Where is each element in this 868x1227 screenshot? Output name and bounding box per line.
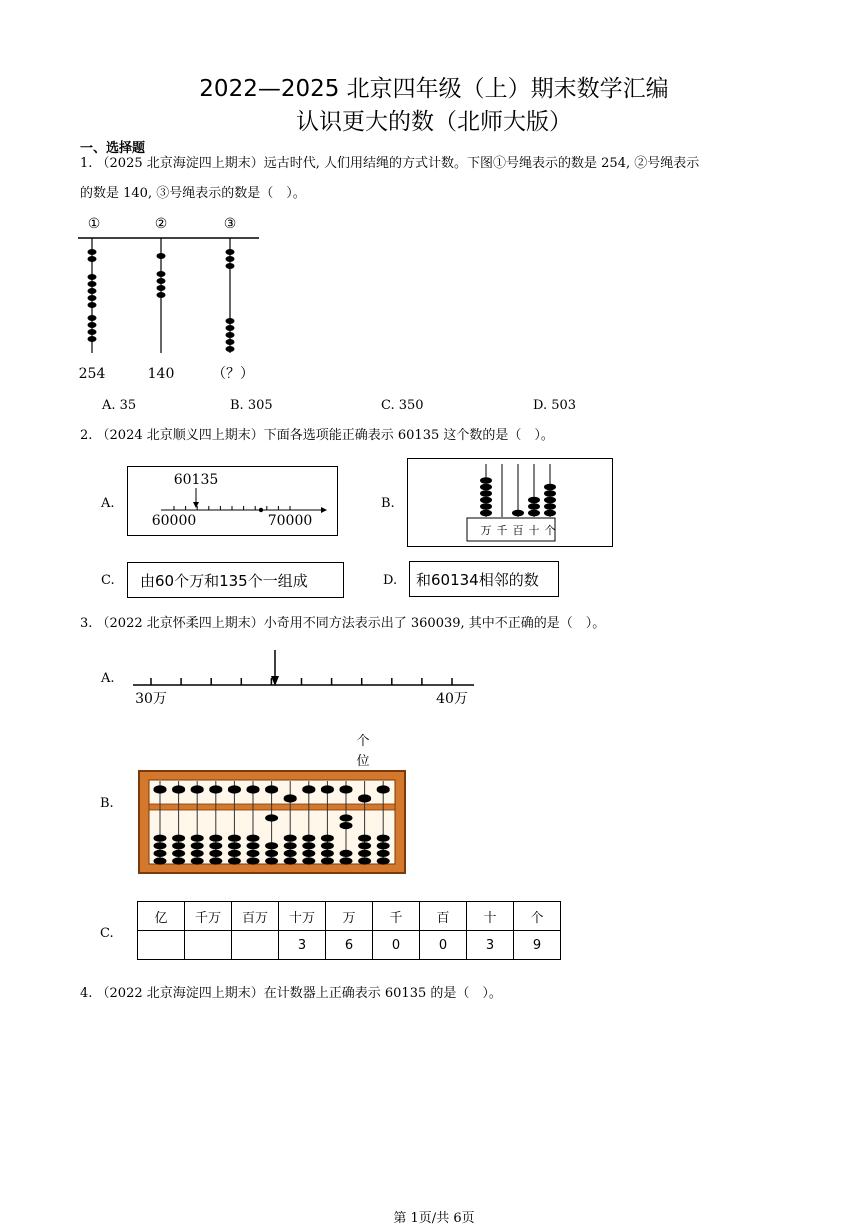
counter-bead [480,510,492,517]
knot [226,325,235,331]
abacus-bead [284,850,297,857]
q2-label-d[interactable]: D. [383,573,398,588]
q2-text: 2. （2024 北京顺义四上期末）下面各选项能正确表示 60135 这个数的是（ ）。 [80,428,554,443]
table-header-cell: 亿 [138,902,185,931]
abacus-bead [321,785,334,792]
title-line-2: 认识更大的数（北师大版） [296,109,572,135]
counter-place-label: 个 [544,524,556,537]
abacus-bead [302,835,315,842]
abacus-bead [209,850,222,857]
rope-label-2: ② [154,216,168,232]
abacus-bead [247,857,260,864]
q2-label-a[interactable]: A. [101,496,115,511]
abacus-bead [228,842,241,849]
q2-option-c-text: 由60个万和135个一组成 [140,572,308,590]
abacus-bead [228,857,241,864]
q2-counter [408,459,614,548]
knot [88,315,97,321]
knot [88,302,97,308]
q2-line-start: 60000 [151,513,197,529]
knot [157,271,166,277]
abacus-bead [154,835,167,842]
counter-bead [480,503,492,510]
abacus-bead [377,857,390,864]
q2-option-a-box[interactable] [127,466,338,536]
knot [157,285,166,291]
table-value-cell: 9 [514,931,561,960]
q3-label-b[interactable]: B. [100,796,114,811]
q3-abacus[interactable] [130,730,420,880]
knot [88,336,97,342]
abacus-bead [228,835,241,842]
knot [226,332,235,338]
abacus-bead [209,857,222,864]
table-header-cell: 千万 [185,902,232,931]
table-value-cell [138,931,185,960]
abacus-bead [377,785,390,792]
table-value-cell: 0 [420,931,467,960]
q1-line-2: 的数是 140, ③号绳表示的数是（ ）。 [80,186,306,201]
counter-bead [480,497,492,504]
knot [88,288,97,294]
section-heading: 一、选择题 [80,141,146,156]
abacus-bead [321,835,334,842]
abacus-bead [154,842,167,849]
table-header-cell: 十 [467,902,514,931]
counter-place-label: 万 [480,524,492,537]
abacus-bead [247,785,260,792]
counter-bead [480,477,492,484]
knot [226,249,235,255]
q3-label-c[interactable]: C. [100,926,114,941]
abacus-bead [265,850,278,857]
table-header-cell: 百 [420,902,467,931]
abacus-bead [191,857,204,864]
knot [226,346,235,352]
abacus-bead [247,842,260,849]
knot [226,256,235,262]
knot [88,281,97,287]
abacus-bead [340,814,353,821]
knot [88,256,97,262]
abacus-bead [302,850,315,857]
q1-line-1: 1. （2025 北京海淀四上期末）远古时代, 人们用结绳的方式计数。下图①号绳表示的数是 254, ②号绳表示 [80,156,700,171]
abacus-bead [154,857,167,864]
counter-bead [544,484,556,491]
knot [88,295,97,301]
counter-bead [544,497,556,504]
abacus-bead [265,857,278,864]
knot [157,278,166,284]
q2-option-b-box[interactable] [407,458,613,547]
place-value-table[interactable] [137,901,561,960]
abacus-bead [209,785,222,792]
abacus-bead [247,850,260,857]
abacus-bead [172,842,185,849]
table-value-cell: 6 [326,931,373,960]
abacus-bead [377,850,390,857]
q2-option-c-box[interactable] [127,562,344,598]
counter-bead [544,510,556,517]
abacus-bead [340,850,353,857]
abacus-bead [154,850,167,857]
knot [226,318,235,324]
abacus-bead [265,785,278,792]
abacus-bead [358,794,371,801]
q1-option-c[interactable]: C. 350 [381,398,424,413]
abacus-bead [172,857,185,864]
q3-label-a[interactable]: A. [101,671,115,686]
abacus-bead [321,842,334,849]
knot [157,253,166,259]
abacus-bead [191,785,204,792]
abacus-bead [302,857,315,864]
q1-option-d[interactable]: D. 503 [533,398,577,413]
abacus-bead [209,835,222,842]
abacus-bead [154,785,167,792]
q3-line-start: 30万 [135,691,167,707]
q2-number-line [128,467,339,537]
q2-option-d-text: 和60134相邻的数 [416,571,539,589]
table-header-cell: 百万 [232,902,279,931]
table-value-cell: 0 [373,931,420,960]
abacus-bead [284,857,297,864]
abacus-bead [172,785,185,792]
abacus-bead [284,794,297,801]
table-value-cell [232,931,279,960]
counter-place-label: 百 [512,524,524,537]
knot [157,292,166,298]
abacus-bead [358,857,371,864]
abacus-bead [358,835,371,842]
page-footer: 第 1页/共 6页 [393,1211,475,1226]
knot [88,274,97,280]
rope-label-1: ① [87,216,101,232]
title-line-1: 2022—2025 北京四年级（上）期末数学汇编 [199,76,669,102]
abacus-bead [302,785,315,792]
q2-arrow-label: 60135 [173,472,219,488]
knot [88,249,97,255]
q2-label-b[interactable]: B. [381,496,395,511]
q3-number-line[interactable] [130,648,480,710]
q4-text: 4. （2022 北京海淀四上期末）在计数器上正确表示 60135 的是（ ）。 [80,986,502,1001]
abacus-bead [358,842,371,849]
abacus-bead [321,850,334,857]
knot [88,322,97,328]
abacus-bead [172,850,185,857]
abacus-bead [228,850,241,857]
counter-bead [480,490,492,497]
counter-bead [480,484,492,491]
q2-label-c[interactable]: C. [101,573,115,588]
table-value-cell [185,931,232,960]
abacus-bead [172,835,185,842]
counter-place-label: 千 [496,524,508,537]
knot [226,339,235,345]
abacus-bead [228,785,241,792]
abacus-bead [191,850,204,857]
knot [88,329,97,335]
q2-line-end: 70000 [267,513,313,529]
abacus-bead [191,842,204,849]
q1-option-a[interactable]: A. 35 [102,398,137,413]
abacus-bead [284,842,297,849]
abacus-bead [284,835,297,842]
q1-option-b[interactable]: B. 305 [230,398,273,413]
abacus-bead [247,835,260,842]
abacus-bead [340,785,353,792]
knot-rope-figure [78,210,268,385]
table-value-cell: 3 [279,931,326,960]
ones-label-1: 个 [356,734,370,749]
abacus-bead [265,814,278,821]
counter-bead [528,503,540,510]
counter-bead [528,497,540,504]
table-header-cell: 万 [326,902,373,931]
table-header-cell: 千 [373,902,420,931]
abacus-bead [265,842,278,849]
abacus-bead [358,850,371,857]
q3-line-end: 40万 [436,691,468,707]
table-value-cell: 3 [467,931,514,960]
rope-label-3: ③ [223,216,237,232]
knot [226,263,235,269]
rope-value-1: 254 [78,366,106,382]
counter-place-label: 十 [528,524,540,537]
counter-bead [512,510,524,517]
rope-value-2: 140 [147,366,175,382]
abacus-bead [340,822,353,829]
counter-bead [544,490,556,497]
abacus-bead [209,842,222,849]
abacus-bead [340,857,353,864]
q3-text: 3. （2022 北京怀柔四上期末）小奇用不同方法表示出了 360039, 其中不正确的是（ ）。 [80,616,606,631]
q2-option-d-box[interactable] [409,561,559,597]
abacus-bead [377,842,390,849]
abacus-bead [321,857,334,864]
table-header-cell: 十万 [279,902,326,931]
abacus-bead [302,842,315,849]
abacus-bead [191,835,204,842]
abacus-bead [377,835,390,842]
table-header-cell: 个 [514,902,561,931]
ones-label-2: 位 [356,754,370,769]
rope-value-3: （？） [212,366,254,382]
counter-bead [528,510,540,517]
counter-bead [544,503,556,510]
